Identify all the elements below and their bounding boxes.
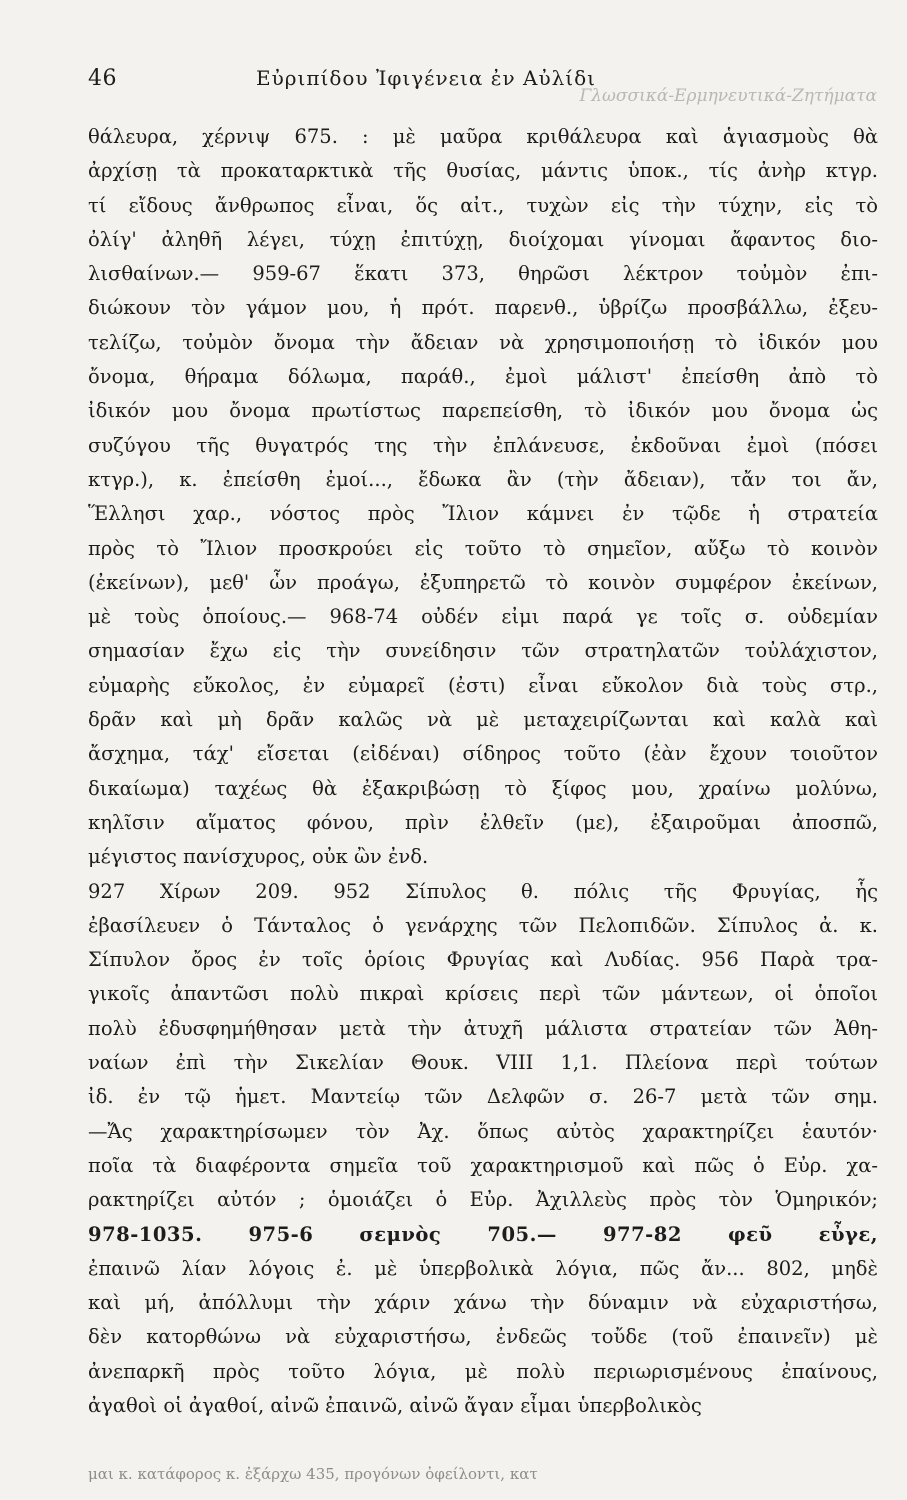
text-line: ἐβασίλευεν ὁ Τάνταλος ὁ γενάρχης τῶν Πελοπιδῶν. Σίπυλος ἀ. κ. xyxy=(88,913,878,937)
commentary-text xyxy=(88,120,878,1423)
text-line: μέγιστος πανίσχυρος, οὐκ ὢν ἐνδ. xyxy=(88,845,429,869)
text-line: θάλευρα, χέρνιψ 675. : μὲ μαῦρα κριθάλευρα καὶ ἁγιασμοὺς θὰ xyxy=(88,125,878,148)
text-line: συζύγου τῆς θυγατρός της τὴν ἐπλάνευσε, ἐκδοῦναι ἐμοὶ (πόσει xyxy=(88,433,878,457)
text-line: Σίπυλον ὄρος ἐν τοῖς ὁρίοις Φρυγίας καὶ Λυδίας. 956 Παρὰ τρα- xyxy=(88,948,878,972)
running-title: Εὐριπίδου Ἰφιγένεια ἐν Αὐλίδι xyxy=(256,66,596,90)
text-line: ὀλίγ' ἀληθῆ λέγει, τύχῃ ἐπιτύχῃ, διοίχομαι γίνομαι ἄφαντος διο- xyxy=(88,227,878,251)
text-line: —Ἄς χαρακτηρίσωμεν τὸν Ἀχ. ὅπως αὐτὸς χαρακτηρίζει ἑαυτόν· xyxy=(88,1119,878,1143)
text-line: 927 Χίρων 209. 952 Σίπυλος θ. πόλις τῆς Φρυγίας, ἧς xyxy=(88,879,878,903)
text-line: ἀνεπαρκῆ πρὸς τοῦτο λόγια, μὲ πολὺ περιωρισμένους ἐπαίνους, xyxy=(88,1359,878,1383)
text-line: τελίζω, τοὐμὸν ὄνομα τὴν ἄδειαν νὰ χρησιμοποιήσῃ τὸ ἰδικόν μου xyxy=(88,330,878,354)
text-line: ποῖα τὰ διαφέροντα σημεῖα τοῦ χαρακτηρισμοῦ καὶ πῶς ὁ Εὐρ. χα- xyxy=(88,1153,878,1177)
text-line: πολὺ ἐδυσφημήθησαν μετὰ τὴν ἀτυχῆ μάλιστα στρατείαν τῶν Ἀθη- xyxy=(88,1016,878,1040)
text-line: ἀγαθοὶ οἱ ἀγαθοί, αἰνῶ ἐπαινῶ, αἰνῶ ἄγαν εἶμαι ὑπερβολικὸς xyxy=(88,1393,702,1417)
text-line: ἰδ. ἐν τῷ ἡμετ. Μαντείῳ τῶν Δελφῶν σ. 26-7 μετὰ τῶν σημ. xyxy=(88,1085,878,1109)
text-line: σημασίαν ἔχω εἰς τὴν συνείδησιν τῶν στρατηλατῶν τοὐλάχιστον, xyxy=(88,639,878,663)
text-line: διώκουν τὸν γάμον μου, ἡ πρότ. παρενθ., ὑβρίζω προσβάλλω, ἐξευ- xyxy=(88,296,878,320)
bleed-through-bottom-line: μαι κ. κατάφορος κ. ἐξάρχω 435, προγόνων ὀφείλοντι, κατ xyxy=(88,1465,538,1483)
text-line: καὶ μή, ἀπόλλυμι τὴν χάριν χάνω τὴν δύναμιν νὰ εὐχαριστήσω, xyxy=(88,1291,878,1315)
text-line: ναίων ἐπὶ τὴν Σικελίαν Θουκ. VIII 1,1. Πλείονα περὶ τούτων xyxy=(88,1051,878,1075)
text-line: δρᾶν καὶ μὴ δρᾶν καλῶς νὰ μὲ μεταχειρίζωνται καὶ καλὰ καὶ xyxy=(88,708,878,732)
text-line: ὄνομα, θήραμα δόλωμα, παράθ., ἐμοὶ μάλιστ' ἐπείσθη ἀπὸ τὸ xyxy=(88,365,878,389)
text-line: γικοῖς ἀπαντῶσι πολὺ πικραὶ κρίσεις περὶ τῶν μάντεων, οἱ ὁποῖοι xyxy=(88,982,878,1006)
text-line: λισθαίνων.— 959-67 ἕκατι 373, θηρῶσι λέκτρον τοὐμὸν ἐπι- xyxy=(88,262,878,286)
text-line: τί εἴδους ἄνθρωπος εἶναι, ὅς αἰτ., τυχὼν εἰς τὴν τύχην, εἰς τὸ xyxy=(88,193,878,217)
text-line: δὲν κατορθώνω νὰ εὐχαριστήσω, ἐνδεῶς τοὔδε (τοῦ ἐπαινεῖν) μὲ xyxy=(88,1325,878,1349)
text-line: δικαίωμα) ταχέως θὰ ἐξακριβώσῃ τὸ ξίφος μου, χραίνω μολύνω, xyxy=(88,776,878,800)
text-line: ἐπαινῶ λίαν λόγοις ἐ. μὲ ὑπερβολικὰ λόγια, πῶς ἄν... 802, μηδὲ xyxy=(88,1256,878,1280)
page-number: 46 xyxy=(88,66,117,91)
text-line: πρὸς τὸ Ἴλιον προσκρούει εἰς τοῦτο τὸ σημεῖον, αὔξω τὸ κοινὸν xyxy=(88,536,878,560)
text-line: κτγρ.), κ. ἐπείσθη ἐμοί..., ἔδωκα ἂν (τὴν ἄδειαν), τἄν τοι ἄν, xyxy=(88,467,878,491)
text-line: Ἕλλησι χαρ., νόστος πρὸς Ἴλιον κάμνει ἐν τῷδε ἡ στρατεία xyxy=(88,502,878,526)
text-line: 978-1035. 975-6 σεμνὸς 705.— 977-82 φεῦ εὖγε, xyxy=(88,1222,878,1246)
text-line: ἀρχίσῃ τὰ προκαταρκτικὰ τῆς θυσίας, μάντις ὑποκ., τίς ἀνὴρ κτγρ. xyxy=(88,159,878,183)
text-line: κηλῖσιν αἵματος φόνου, πρὶν ἐλθεῖν (με), ἐξαιροῦμαι ἀποσπῶ, xyxy=(88,810,878,834)
text-line: ρακτηρίζει αὐτόν ; ὁμοιάζει ὁ Εὐρ. Ἀχιλλεὺς πρὸς τὸν Ὁμηρικόν; xyxy=(88,1188,878,1212)
bleed-through-header: Γλωσσικά-Ερμηνευτικά-Ζητήματα xyxy=(579,86,877,106)
text-line: μὲ τοὺς ὁποίους.— 968-74 οὐδέν εἰμι παρά γε τοῖς σ. οὐδεμίαν xyxy=(88,605,878,629)
text-line: ἄσχημα, τάχ' εἴσεται (εἰδέναι) σίδηρος τοῦτο (ἐὰν ἔχουν τοιοῦτον xyxy=(88,742,878,766)
text-line: ἰδικόν μου ὄνομα πρωτίστως παρεπείσθη, τὸ ἰδικόν μου ὄνομα ὡς xyxy=(88,399,878,423)
text-line: εὐμαρὴς εὔκολος, ἐν εὐμαρεῖ (ἐστι) εἶναι εὔκολον διὰ τοὺς στρ., xyxy=(88,673,878,697)
text-line: (ἐκείνων), μεθ' ὧν προάγω, ἐξυπηρετῶ τὸ κοινὸν συμφέρον ἐκείνων, xyxy=(88,570,878,594)
